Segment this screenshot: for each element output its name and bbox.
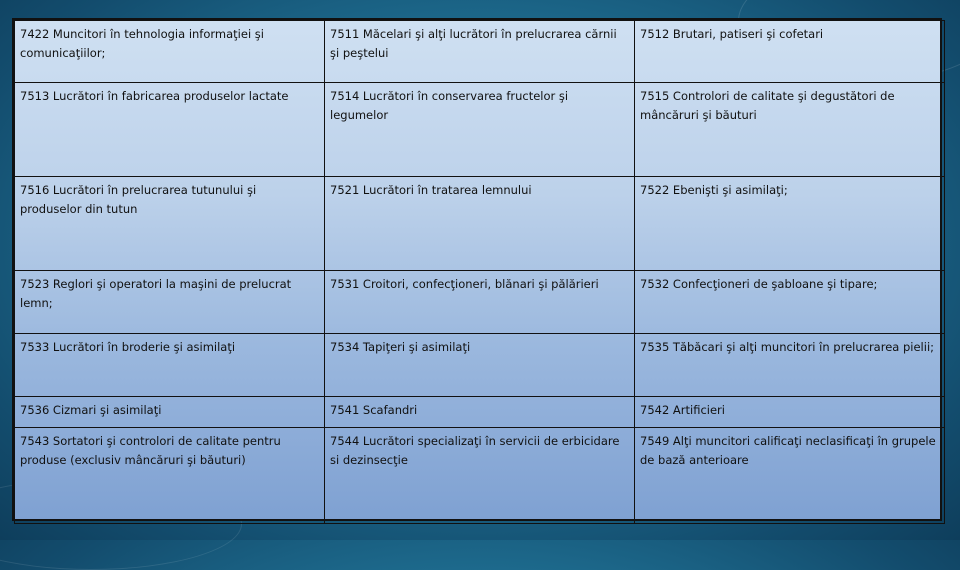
table-cell: 7422 Muncitori în tehnologia informaţiei şi comunicaţiilor; (15, 21, 325, 83)
table-cell: 7533 Lucrători în broderie şi asimilaţi (15, 334, 325, 397)
table-cell: 7542 Artificieri (635, 397, 945, 428)
table-cell: 7535 Tăbăcari şi alţi muncitori în prelucrarea pielii; (635, 334, 945, 397)
table-row (15, 397, 945, 428)
table-cell: 7549 Alţi muncitori calificaţi neclasificaţi în grupele de bază anterioare (635, 428, 945, 524)
table-cell: 7514 Lucrători în conservarea fructelor şi legumelor (325, 83, 635, 177)
table-cell: 7536 Cizmari şi asimilaţi (15, 397, 325, 428)
occupations-table-container (12, 18, 942, 521)
table-cell: 7522 Ebenişti şi asimilaţi; (635, 177, 945, 271)
occupations-table (14, 20, 945, 524)
table-row (15, 21, 945, 83)
table-row (15, 334, 945, 397)
table-cell: 7543 Sortatori şi controlori de calitate pentru produse (exclusiv mâncăruri şi băuturi) (15, 428, 325, 524)
table-row (15, 428, 945, 524)
table-row (15, 177, 945, 271)
table-cell: 7541 Scafandri (325, 397, 635, 428)
table-cell: 7534 Tapiţeri şi asimilaţi (325, 334, 635, 397)
table-cell: 7516 Lucrători în prelucrarea tutunului şi produselor din tutun (15, 177, 325, 271)
table-cell: 7515 Controlori de calitate şi degustători de mâncăruri şi băuturi (635, 83, 945, 177)
table-row (15, 83, 945, 177)
table-row (15, 271, 945, 334)
table-cell: 7544 Lucrători specializaţi în servicii de erbicidare si dezinsecţie (325, 428, 635, 524)
table-cell: 7531 Croitori, confecţioneri, blănari şi pălărieri (325, 271, 635, 334)
table-cell: 7523 Reglori şi operatori la maşini de prelucrat lemn; (15, 271, 325, 334)
table-cell: 7511 Măcelari şi alţi lucrători în prelucrarea cărnii şi peştelui (325, 21, 635, 83)
table-cell: 7532 Confecţioneri de şabloane şi tipare; (635, 271, 945, 334)
table-cell: 7512 Brutari, patiseri şi cofetari (635, 21, 945, 83)
table-cell: 7513 Lucrători în fabricarea produselor lactate (15, 83, 325, 177)
table-cell: 7521 Lucrători în tratarea lemnului (325, 177, 635, 271)
